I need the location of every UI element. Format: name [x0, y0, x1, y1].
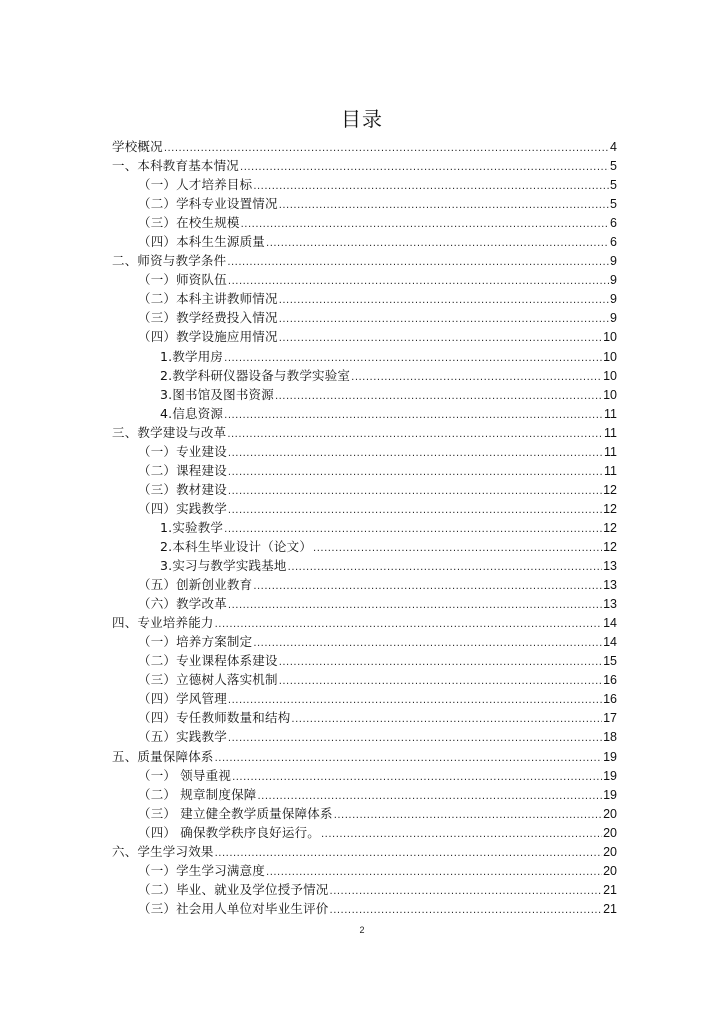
toc-entry-label: 2.本科生毕业设计（论文）: [160, 538, 313, 554]
toc-entry-page: 19: [603, 768, 617, 783]
toc-dot-leader: [227, 253, 609, 272]
toc-entry[interactable]: [112, 480, 617, 499]
toc-dot-leader: [313, 539, 602, 558]
toc-entry[interactable]: [112, 880, 617, 899]
toc-entry-page: 12: [603, 520, 617, 535]
toc-entry[interactable]: [112, 404, 617, 423]
toc-entry-page: 12: [603, 501, 617, 516]
toc-entry-page: 19: [603, 749, 617, 764]
toc-dot-leader: [334, 806, 602, 825]
toc-entry[interactable]: [112, 747, 617, 766]
toc-entry-label: （三）在校生规模: [138, 215, 240, 231]
toc-entry[interactable]: [112, 785, 617, 804]
toc-entry[interactable]: [112, 632, 617, 651]
toc-entry-page: 9: [610, 311, 617, 326]
toc-entry-page: 19: [603, 787, 617, 802]
toc-entry[interactable]: [112, 156, 617, 175]
toc-entry[interactable]: [112, 766, 617, 785]
toc-dot-leader: [266, 234, 609, 253]
toc-entry[interactable]: [112, 442, 617, 461]
toc-entry-page: 14: [603, 635, 617, 650]
toc-entry[interactable]: [112, 385, 617, 404]
toc-dot-leader: [279, 291, 609, 310]
toc-entry-page: 12: [603, 539, 617, 554]
toc-entry-label: 学校概况: [112, 139, 163, 154]
toc-entry-label: 3.实习与教学实践基地: [160, 558, 287, 574]
toc-dot-leader: [330, 901, 603, 920]
toc-entry-page: 13: [603, 578, 617, 593]
toc-entry-page: 10: [603, 368, 617, 383]
toc-entry-page: 20: [603, 825, 617, 840]
toc-entry[interactable]: [112, 213, 617, 232]
toc-entry-label: 2.教学科研仪器设备与教学实验室: [160, 367, 351, 383]
toc-entry-label: （一）人才培养目标: [138, 177, 253, 193]
toc-entry[interactable]: [112, 556, 617, 575]
toc-entry[interactable]: [112, 499, 617, 518]
toc-entry-label: （四）学风管理: [138, 691, 227, 707]
toc-dot-leader: [215, 749, 602, 768]
toc-entry[interactable]: [112, 689, 617, 708]
toc-dot-leader: [228, 729, 602, 748]
toc-entry[interactable]: [112, 461, 617, 480]
toc-entry[interactable]: [112, 804, 617, 823]
toc-dot-leader: [330, 882, 603, 901]
toc-entry-label: 1.教学用房: [160, 348, 224, 364]
toc-dot-leader: [351, 368, 602, 387]
toc-entry-label: （一）培养方案制定: [138, 634, 253, 650]
toc-entry-label: （五）创新创业教育: [138, 577, 253, 593]
table-of-contents: [112, 137, 617, 918]
toc-entry[interactable]: [112, 823, 617, 842]
toc-entry-label: 五、质量保障体系: [112, 748, 214, 764]
toc-entry[interactable]: [112, 727, 617, 746]
toc-entry[interactable]: [112, 347, 617, 366]
toc-entry-page: 9: [610, 254, 617, 269]
toc-entry-page: 14: [603, 616, 617, 631]
toc-dot-leader: [253, 577, 602, 596]
toc-entry-page: 6: [610, 235, 617, 250]
toc-entry-label: （二）专业课程体系建设: [138, 653, 278, 669]
toc-entry-page: 11: [604, 406, 617, 421]
toc-dot-leader: [275, 387, 602, 406]
toc-entry-label: 四、专业培养能力: [112, 615, 214, 631]
toc-dot-leader: [228, 272, 609, 291]
toc-entry[interactable]: [112, 651, 617, 670]
toc-entry-label: 4.信息资源: [160, 405, 224, 421]
toc-entry[interactable]: [112, 232, 617, 251]
toc-entry-page: 5: [610, 197, 617, 212]
toc-dot-leader: [228, 501, 602, 520]
toc-entry-label: （二）学科专业设置情况: [138, 196, 278, 212]
toc-entry-page: 11: [604, 444, 617, 459]
toc-entry[interactable]: [112, 708, 617, 727]
toc-entry-page: 12: [603, 482, 617, 497]
toc-entry-page: 17: [603, 711, 617, 726]
toc-dot-leader: [228, 482, 602, 501]
toc-dot-leader: [227, 425, 603, 444]
toc-entry[interactable]: [112, 670, 617, 689]
page-title: 目录: [341, 107, 383, 131]
toc-dot-leader: [215, 615, 602, 634]
toc-entry-page: 18: [603, 730, 617, 745]
toc-entry-label: （六）教学改革: [138, 596, 227, 612]
toc-dot-leader: [232, 768, 602, 787]
toc-entry[interactable]: [112, 899, 617, 918]
toc-entry-label: （四）教学设施应用情况: [138, 329, 278, 345]
toc-entry-page: 20: [603, 806, 617, 821]
toc-entry-page: 21: [603, 901, 617, 916]
toc-entry-label: 六、学生学习效果: [112, 843, 214, 859]
toc-entry[interactable]: [112, 861, 617, 880]
toc-entry-label: （四）专任教师数量和结构: [138, 710, 291, 726]
toc-dot-leader: [253, 177, 609, 196]
toc-entry[interactable]: [112, 842, 617, 861]
toc-dot-leader: [279, 196, 609, 215]
toc-entry[interactable]: [112, 575, 617, 594]
toc-entry-label: （二） 规章制度保障: [138, 786, 257, 802]
toc-entry-page: 20: [603, 844, 617, 859]
toc-entry-label: （四）实践教学: [138, 500, 227, 516]
toc-entry-label: （四） 确保教学秩序良好运行。: [138, 824, 320, 840]
toc-entry-page: 9: [610, 273, 617, 288]
page-number: 2: [359, 925, 365, 935]
toc-entry-label: （三）社会用人单位对毕业生评价: [138, 900, 329, 916]
toc-entry-label: （二）本科主讲教师情况: [138, 291, 278, 307]
toc-entry-label: （一）学生学习满意度: [138, 862, 266, 878]
toc-entry[interactable]: [112, 289, 617, 308]
toc-entry[interactable]: [112, 251, 617, 270]
toc-dot-leader: [228, 596, 602, 615]
toc-entry-label: （一） 领导重视: [138, 767, 232, 783]
toc-dot-leader: [241, 215, 609, 234]
toc-dot-leader: [228, 463, 603, 482]
toc-entry-page: 10: [603, 330, 617, 345]
toc-dot-leader: [240, 158, 609, 177]
toc-entry[interactable]: [112, 137, 617, 156]
toc-dot-leader: [228, 444, 603, 463]
toc-entry-page: 4: [610, 140, 617, 154]
toc-entry-label: （三）立德树人落实机制: [138, 672, 278, 688]
toc-dot-leader: [288, 558, 602, 577]
toc-entry-page: 5: [610, 159, 617, 174]
toc-entry-label: （五）实践教学: [138, 729, 227, 745]
toc-entry-page: 10: [603, 387, 617, 402]
toc-entry-page: 16: [603, 673, 617, 688]
toc-entry-label: 3.图书馆及图书资源: [160, 386, 274, 402]
toc-entry-label: （二）课程建设: [138, 462, 227, 478]
toc-dot-leader: [321, 825, 602, 844]
toc-entry-label: （四）本科生生源质量: [138, 234, 266, 250]
toc-dot-leader: [279, 310, 609, 329]
toc-entry-page: 13: [603, 597, 617, 612]
toc-entry-page: 11: [604, 463, 617, 478]
toc-entry-page: 5: [610, 178, 617, 193]
toc-entry[interactable]: [112, 594, 617, 613]
toc-entry[interactable]: [112, 518, 617, 537]
toc-entry-page: 20: [603, 863, 617, 878]
toc-dot-leader: [279, 329, 602, 348]
toc-entry-page: 16: [603, 692, 617, 707]
toc-entry[interactable]: [112, 537, 617, 556]
toc-entry[interactable]: [112, 423, 617, 442]
toc-entry-label: 二、师资与教学条件: [112, 253, 227, 269]
toc-entry-label: （三）教材建设: [138, 481, 227, 497]
toc-entry-page: 21: [603, 882, 617, 897]
toc-entry-page: 13: [603, 559, 617, 574]
toc-entry-label: （三） 建立健全教学质量保障体系: [138, 805, 333, 821]
toc-dot-leader: [291, 710, 602, 729]
toc-entry[interactable]: [112, 270, 617, 289]
toc-dot-leader: [279, 672, 602, 691]
toc-entry-page: 15: [603, 654, 617, 669]
toc-entry-label: 三、教学建设与改革: [112, 424, 227, 440]
toc-entry-label: （一）专业建设: [138, 443, 227, 459]
toc-entry-label: （一）师资队伍: [138, 272, 227, 288]
toc-entry-label: （二）毕业、就业及学位授予情况: [138, 881, 329, 897]
toc-entry-label: （三）教学经费投入情况: [138, 310, 278, 326]
toc-dot-leader: [224, 406, 603, 425]
toc-entry-page: 11: [604, 425, 617, 440]
toc-entry[interactable]: [112, 366, 617, 385]
toc-dot-leader: [215, 844, 602, 863]
toc-entry[interactable]: [112, 175, 617, 194]
toc-entry[interactable]: [112, 613, 617, 632]
toc-entry-label: 1.实验教学: [160, 519, 224, 535]
toc-entry[interactable]: [112, 308, 617, 327]
toc-dot-leader: [279, 653, 602, 672]
toc-entry-page: 6: [610, 216, 617, 231]
toc-entry[interactable]: [112, 194, 617, 213]
toc-dot-leader: [253, 634, 602, 653]
toc-entry[interactable]: [112, 327, 617, 346]
toc-entry-label: 一、本科教育基本情况: [112, 158, 240, 174]
toc-entry-page: 9: [610, 292, 617, 307]
toc-entry-page: 10: [603, 349, 617, 364]
